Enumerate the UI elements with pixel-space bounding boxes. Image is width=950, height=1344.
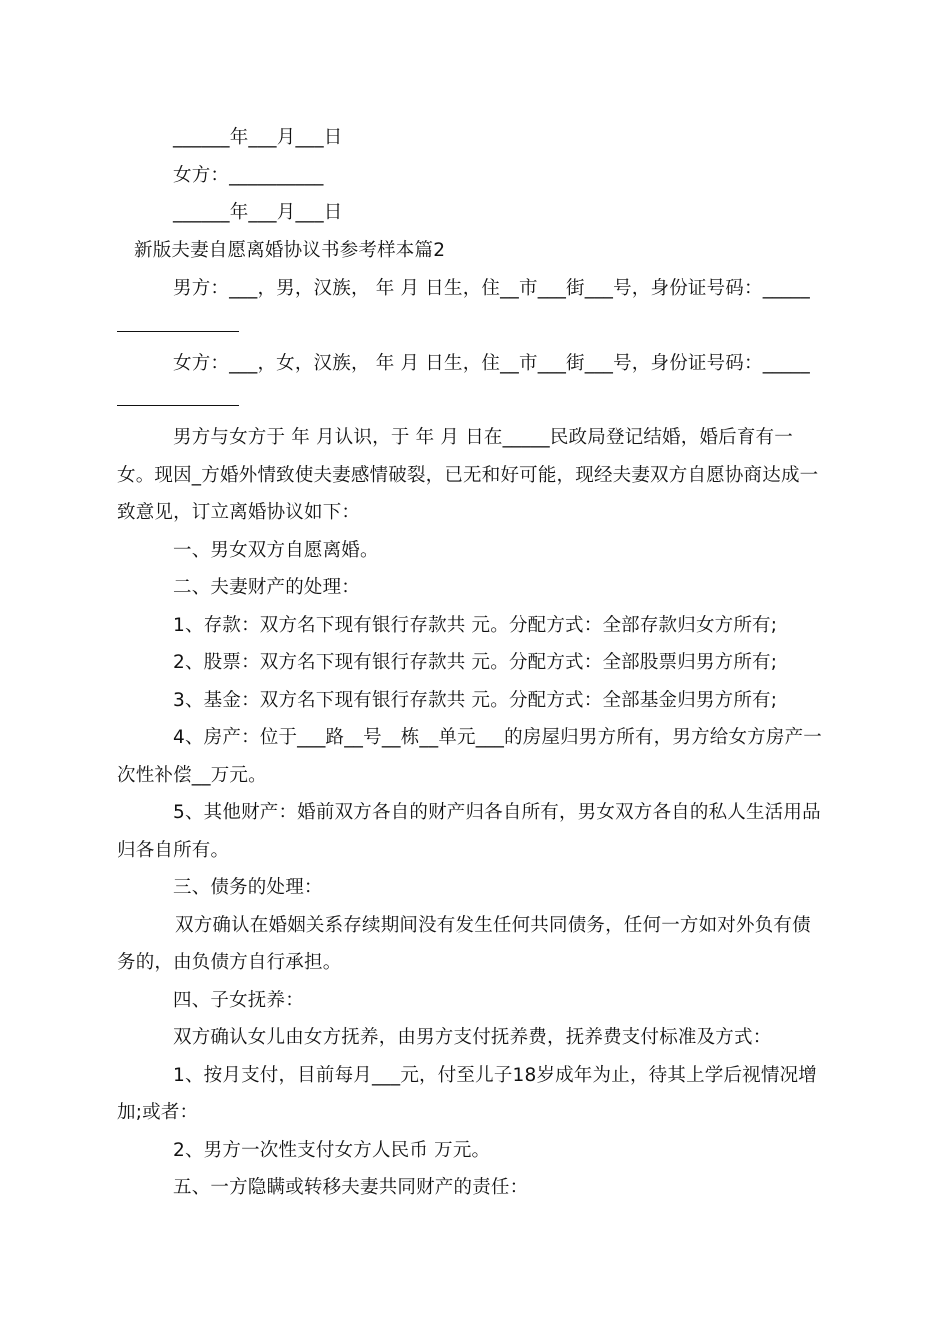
property-other-line-1: 5、其他财产：婚前双方各自的财产归各自所有，男女双方各自的私人生活用品 (173, 802, 821, 823)
female-party-signature: 女方：__________ (173, 165, 324, 186)
male-id-underline (117, 331, 239, 332)
clause-2-heading: 二、夫妻财产的处理： (173, 577, 361, 598)
debt-line-2: 务的，由负债方自行承担。 (117, 952, 342, 973)
support-option-1-line-1: 1、按月支付，目前每月___元，付至儿子18岁成年为止，待其上学后视情况增 (173, 1065, 817, 1086)
debt-line-1: 双方确认在婚姻关系存续期间没有发生任何共同债务，任何一方如对外负有债 (175, 915, 811, 936)
clause-3-heading: 三、债务的处理： (173, 877, 323, 898)
clause-5-heading: 五、一方隐瞒或转移夫妻共同财产的责任： (173, 1177, 529, 1198)
property-other-line-2: 归各自所有。 (117, 840, 230, 861)
paragraph-intro-line-1: 男方与女方于 年 月认识，于 年 月 日在_____民政局登记结婚，婚后育有一 (173, 427, 793, 448)
male-party-info: 男方：___，男，汉族， 年 月 日生，住__市___街___号，身份证号码：_____ (173, 278, 810, 299)
property-savings: 1、存款：双方名下现有银行存款共 元。分配方式：全部存款归女方所有; (173, 615, 778, 636)
paragraph-intro-line-2: 女。现因_方婚外情致使夫妻感情破裂，已无和好可能，现经夫妻双方自愿协商达成一 (117, 465, 819, 486)
property-house-line-1: 4、房产：位于___路__号__栋__单元___的房屋归男方所有，男方给女方房产一 (173, 727, 822, 748)
female-party-info: 女方：___，女，汉族， 年 月 日生，住__市___街___号，身份证号码：_____ (173, 353, 810, 374)
property-funds: 3、基金：双方名下现有银行存款共 元。分配方式：全部基金归男方所有; (173, 690, 778, 711)
support-option-1-line-2: 加;或者： (117, 1102, 199, 1123)
paragraph-intro-line-3: 致意见，订立离婚协议如下： (117, 502, 361, 523)
support-option-2: 2、男方一次性支付女方人民币 万元。 (173, 1140, 491, 1161)
clause-4-heading: 四、子女抚养： (173, 990, 304, 1011)
female-id-underline (117, 405, 239, 406)
clause-1: 一、男女双方自愿离婚。 (173, 540, 379, 561)
property-stocks: 2、股票：双方名下现有银行存款共 元。分配方式：全部股票归男方所有; (173, 652, 778, 673)
section-title: 新版夫妻自愿离婚协议书参考样本篇2 (134, 240, 446, 261)
date-line-1: ______年___月___日 (173, 127, 343, 148)
date-line-2: ______年___月___日 (173, 202, 343, 223)
custody-statement: 双方确认女儿由女方抚养，由男方支付抚养费，抚养费支付标准及方式： (173, 1027, 772, 1048)
property-house-line-2: 次性补偿__万元。 (117, 765, 267, 786)
